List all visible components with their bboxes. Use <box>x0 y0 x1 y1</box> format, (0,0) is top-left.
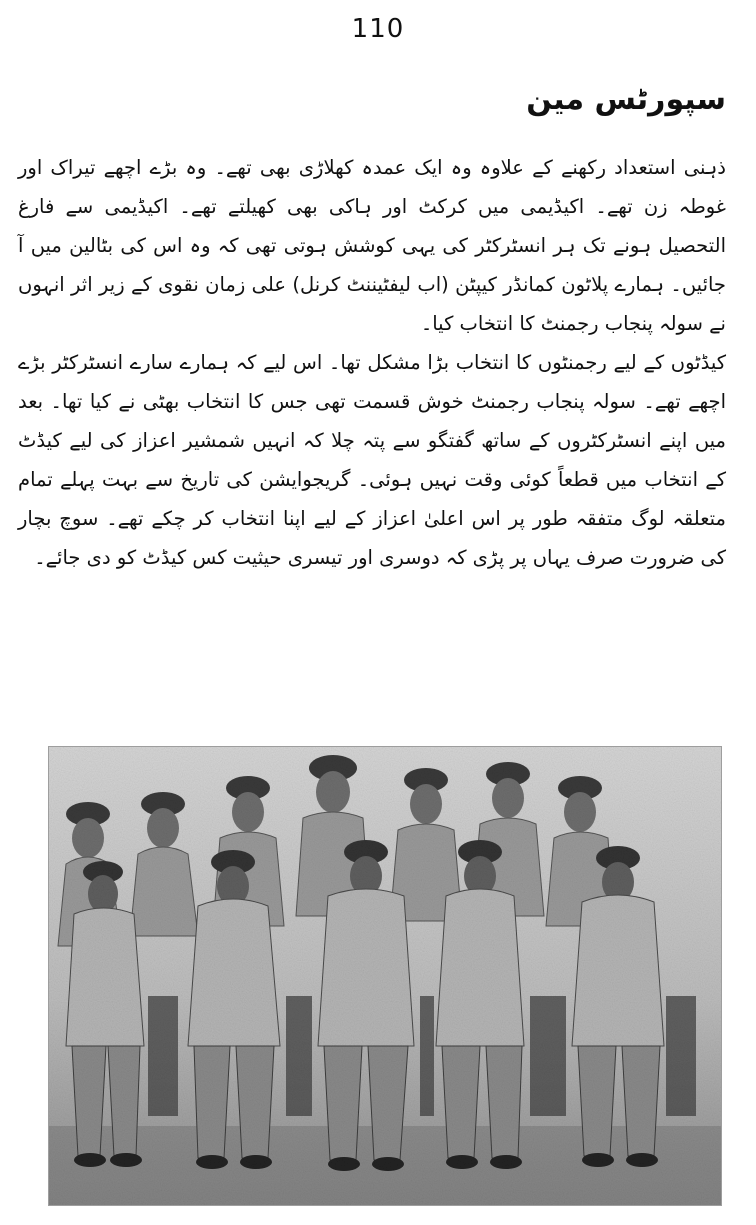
page-number: 110 <box>351 14 405 44</box>
body-text <box>18 148 726 577</box>
group-photo-image <box>48 746 722 1206</box>
paragraph-2: کیڈٹوں کے لیے رجمنٹوں کا انتخاب بڑا مشکل تھا۔ اس لیے کہ ہمارے سارے انسٹرکٹر بڑے اچھے تھے۔ سولہ پنجاب رجمنٹ خوش قسمت تھی جس کا انتخاب بھٹی نے کیا تھا۔ بعد میں اپنے انسٹرکٹروں کے ساتھ گفتگو سے پتہ چلا کہ انہیں شمشیر اعزاز کی لیے کیڈٹ کے انتخاب میں قطعاً کوئی وقت نہیں ہوئی۔ گریجوایشن کی تاریخ سے بہت پہلے تمام متعلقہ لوگ متفقہ طور پر اس اعلیٰ اعزاز کے لیے اپنا انتخاب کر چکے تھے۔ سوچ بچار کی ضرورت صرف یہاں پر پڑی کہ دوسری اور تیسری حیثیت کس کیڈٹ کو دی جائے۔ <box>18 351 726 569</box>
group-photo <box>48 746 722 1206</box>
section-heading: سپورٹس مین <box>526 82 726 117</box>
paragraph-1: ذہنی استعداد رکھنے کے علاوہ وہ ایک عمدہ کھلاڑی بھی تھے۔ وہ بڑے اچھے تیراک اور غوطہ زن تھے۔ اکیڈیمی میں کرکٹ اور ہاکی بھی کھیلتے تھے۔ اکیڈیمی سے فارغ التحصیل ہونے تک ہر انسٹرکٹر کی یہی کوشش ہوتی تھی کہ وہ اس کی بٹالین میں آ جائیں۔ ہمارے پلاٹون کمانڈر کیپٹن (اب لیفٹیننٹ کرنل) علی زمان نقوی کے زیر اثر انہوں نے سولہ پنجاب رجمنٹ کا انتخاب کیا۔ <box>18 156 726 335</box>
